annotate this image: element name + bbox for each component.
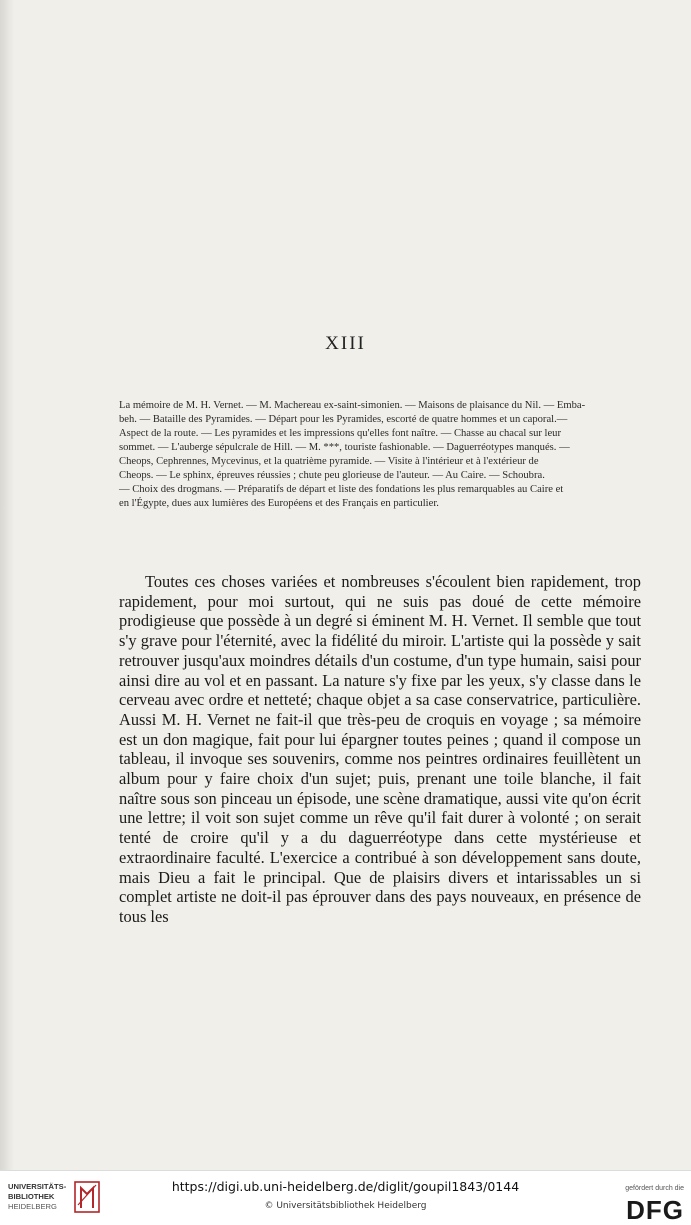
summary-line: Cheops, Cephrennes, Mycevinus, et la quatrième pyramide. — Visite à l'intérieur et à l'extérieur de [119,456,539,467]
body-text [119,572,641,927]
summary-line: en l'Égypte, dues aux lumières des Européens et des Français en particulier. [119,498,439,509]
summary-line: La mémoire de M. H. Vernet. — M. Machereau ex-saint-simonien. — Maisons de plaisance du Nil. — Emba- [119,400,586,411]
chapter-summary [119,399,649,511]
summary-line: sommet. — L'auberge sépulcrale de Hill. — M. ***, touriste fashionable. — Daguerréotypes manqués. — [119,442,570,453]
funded-by-label: gefördert durch die [625,1185,684,1192]
body-paragraph: Toutes ces choses variées et nombreuses s'écoulent bien rapidement, trop rapidement, pour moi surtout, qui ne suis pas doué de cette mémoire prodigieuse que possède à un degré si éminent M. H. Vernet. Il semble que tout s'y grave pour l'éternité, avec la fidélité du miroir. L'artiste qui la possède y sait retrouver jusqu'aux moindres détails d'un costume, d'un type humain, saisi pour ainsi dire au vol et en passant. La nature s'y fixe par les yeux, s'y classe dans le cerveau avec ordre et netteté; chaque objet a sa case conservatrice, particulière. Aussi M. H. Vernet ne fait-il que très-peu de croquis en voyage ; sa mémoire est un don magique, fait pour lui épargner toutes peines ; quand il compose un tableau, il invoque ses souvenirs, comme nos peintres ordinaires feuillètent un album pour y faire choix d'un sujet; puis, prenant une toile blanche, il fait naître sous son pinceau un épisode, une scène dramatique, aussi vite qu'on écrit une lettre; il voit son sujet comme un rêve qu'il fait durer à volonté ; on serait tenté de croire qu'il y a du daguerréotype dans cette mystérieuse et extraordinaire faculté. L'exercice a contribué à son développement sans doute, mais Dieu a fait le principal. Que de plaisirs divers et intarissables un si complet artiste ne doit-il pas éprouver dans des pays nouveaux, en présence de tous les [119,572,641,926]
summary-line: Cheops. — Le sphinx, épreuves réussies ; chute peu glorieuse de l'auteur. — Au Caire. — Schoubra. [119,470,545,481]
viewer-footer [0,1170,691,1225]
page-gutter-shadow [0,0,14,1170]
summary-line: — Choix des drogmans. — Préparatifs de départ et liste des fondations les plus remarquables au Caire et [119,484,564,495]
library-name-line: UNIVERSITÄTS- [8,1182,67,1191]
library-name-line: HEIDELBERG [8,1202,57,1211]
dfg-wordmark: DFG [626,1195,684,1225]
chapter-heading: XIII [325,333,366,354]
summary-line: beh. — Bataille des Pyramides. — Départ pour les Pyramides, escorté de quatre hommes et un caporal.— [119,414,568,425]
dfg-logo[interactable] [604,1177,684,1224]
summary-line: Aspect de la route. — Les pyramides et les impressions qu'elles font naître. — Chasse au chacal sur leur [119,428,562,439]
copyright-notice: © Universitätsbibliothek Heidelberg [264,1201,427,1211]
permalink-url[interactable]: https://digi.ub.uni-heidelberg.de/diglit/goupil1843/0144 [171,1179,520,1194]
library-name-line: BIBLIOTHEK [8,1192,55,1201]
